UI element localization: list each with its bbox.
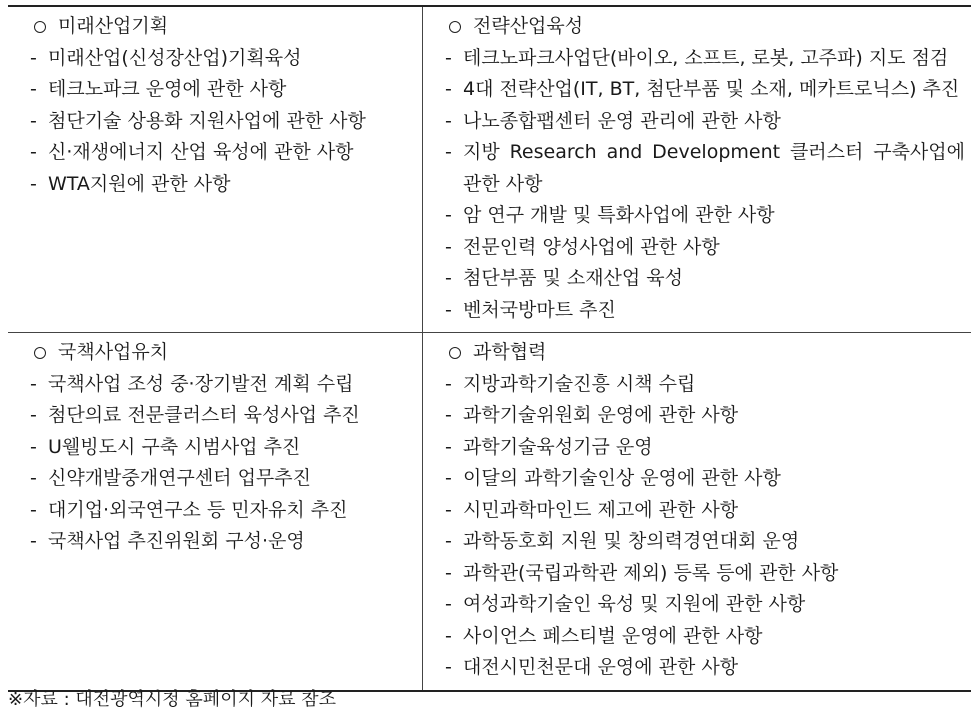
dash-bullet: -	[445, 141, 452, 163]
list-item: - 첨단부품 및 소재산업 육성	[445, 263, 965, 295]
list-item: - 대전시민천문대 운영에 관한 사항	[445, 652, 965, 684]
list-item: - 암 연구 개발 및 특화사업에 관한 사항	[445, 200, 965, 232]
dash-bullet: -	[445, 624, 452, 647]
dash-bullet: -	[30, 404, 37, 426]
dash-bullet: -	[30, 372, 37, 395]
section-strategic-industry	[423, 6, 972, 333]
list-item: - 신약개발중개연구센터 업무추진	[30, 463, 416, 495]
list-item: - U웰빙도시 구축 시범사업 추진	[30, 432, 416, 464]
list-item: - 과학동호회 지원 및 창의력경연대회 운영	[445, 526, 965, 558]
list-item: - 시민과학마인드 제고에 관한 사항	[445, 495, 965, 527]
dash-bullet: -	[30, 46, 37, 69]
list-item: - 이달의 과학기술인상 운영에 관한 사항	[445, 463, 965, 495]
dash-bullet: -	[445, 109, 452, 132]
list-item: - 4대 전략산업(IT, BT, 첨단부품 및 소재, 메카트로닉스) 추진	[445, 74, 965, 106]
dash-bullet: -	[30, 109, 37, 132]
circle-bullet-icon	[34, 347, 46, 359]
dash-bullet: -	[445, 467, 452, 489]
list-item: - 과학기술위원회 운영에 관한 사항	[445, 400, 965, 432]
section-title: 과학협력	[473, 341, 547, 363]
dash-bullet: -	[30, 498, 37, 521]
section-future-industry	[8, 6, 423, 333]
dash-bullet: -	[445, 404, 452, 426]
list-item: - 벤처국방마트 추진	[445, 295, 965, 327]
dash-bullet: -	[445, 435, 452, 458]
list-item: - 사이언스 페스티벌 운영에 관한 사항	[445, 621, 965, 653]
circle-bullet-icon	[449, 347, 461, 359]
section-heading	[30, 11, 416, 43]
dash-bullet: -	[445, 656, 452, 678]
section-title: 미래산업기획	[58, 15, 169, 37]
circle-bullet-icon	[34, 21, 46, 33]
section-science-cooperation	[423, 333, 972, 691]
duty-list	[30, 43, 416, 201]
list-item: - 테크노파크사업단(바이오, 소프트, 로봇, 고주파) 지도 점검	[445, 43, 965, 75]
section-heading	[445, 11, 965, 43]
dash-bullet: -	[30, 78, 37, 100]
duty-list	[445, 43, 965, 327]
list-item: - 첨단기술 상용화 지원사업에 관한 사항	[30, 106, 416, 138]
list-item: - 신·재생에너지 산업 육성에 관한 사항	[30, 137, 416, 169]
list-item: - 전문인력 양성사업에 관한 사항	[445, 232, 965, 264]
duty-list	[30, 369, 416, 558]
list-item: - 지방 Research and Development 클러스터 구축사업에	[445, 137, 965, 169]
dash-bullet: -	[445, 593, 452, 615]
source-note: ※자료 : 대전광역시청 홈페이지 자료 참조	[8, 689, 336, 710]
dash-bullet: -	[445, 235, 452, 258]
list-item: - 국책사업 추진위원회 구성·운영	[30, 526, 416, 558]
circle-bullet-icon	[449, 21, 461, 33]
section-heading	[30, 337, 416, 369]
list-item: - 첨단의료 전문클러스터 육성사업 추진	[30, 400, 416, 432]
dash-bullet: -	[30, 172, 37, 195]
dash-bullet: -	[445, 530, 452, 552]
list-item: - 지방과학기술진흥 시책 수립	[445, 369, 965, 401]
organization-duties-table	[8, 5, 971, 692]
dash-bullet: -	[30, 435, 37, 458]
dash-bullet: -	[445, 298, 452, 321]
list-item: - 국책사업 조성 중·장기발전 계획 수립	[30, 369, 416, 401]
dash-bullet: -	[445, 78, 452, 100]
dash-bullet: -	[445, 498, 452, 521]
list-item: - 나노종합팹센터 운영 관리에 관한 사항	[445, 106, 965, 138]
list-item: - 미래산업(신성장산업)기획육성	[30, 43, 416, 75]
dash-bullet: -	[445, 204, 452, 226]
dash-bullet: -	[445, 267, 452, 289]
list-item: - 과학관(국립과학관 제외) 등록 등에 관한 사항	[445, 558, 965, 590]
duty-list	[445, 369, 965, 684]
dash-bullet: -	[30, 467, 37, 489]
dash-bullet: -	[445, 372, 452, 395]
list-item: - 대기업·외국연구소 등 민자유치 추진	[30, 495, 416, 527]
dash-bullet: -	[445, 46, 452, 69]
list-item: - WTA지원에 관한 사항	[30, 169, 416, 201]
section-national-projects	[8, 333, 423, 691]
list-item: - 여성과학기술인 육성 및 지원에 관한 사항	[445, 589, 965, 621]
section-heading	[445, 337, 965, 369]
list-item: - 과학기술육성기금 운영	[445, 432, 965, 464]
dash-bullet: -	[445, 561, 452, 584]
dash-bullet: -	[30, 530, 37, 552]
list-item: - 테크노파크 운영에 관한 사항	[30, 74, 416, 106]
section-title: 국책사업유치	[58, 341, 169, 363]
list-item-continuation: 관한 사항	[463, 172, 543, 195]
section-title: 전략산업육성	[473, 15, 584, 37]
dash-bullet: -	[30, 141, 37, 163]
